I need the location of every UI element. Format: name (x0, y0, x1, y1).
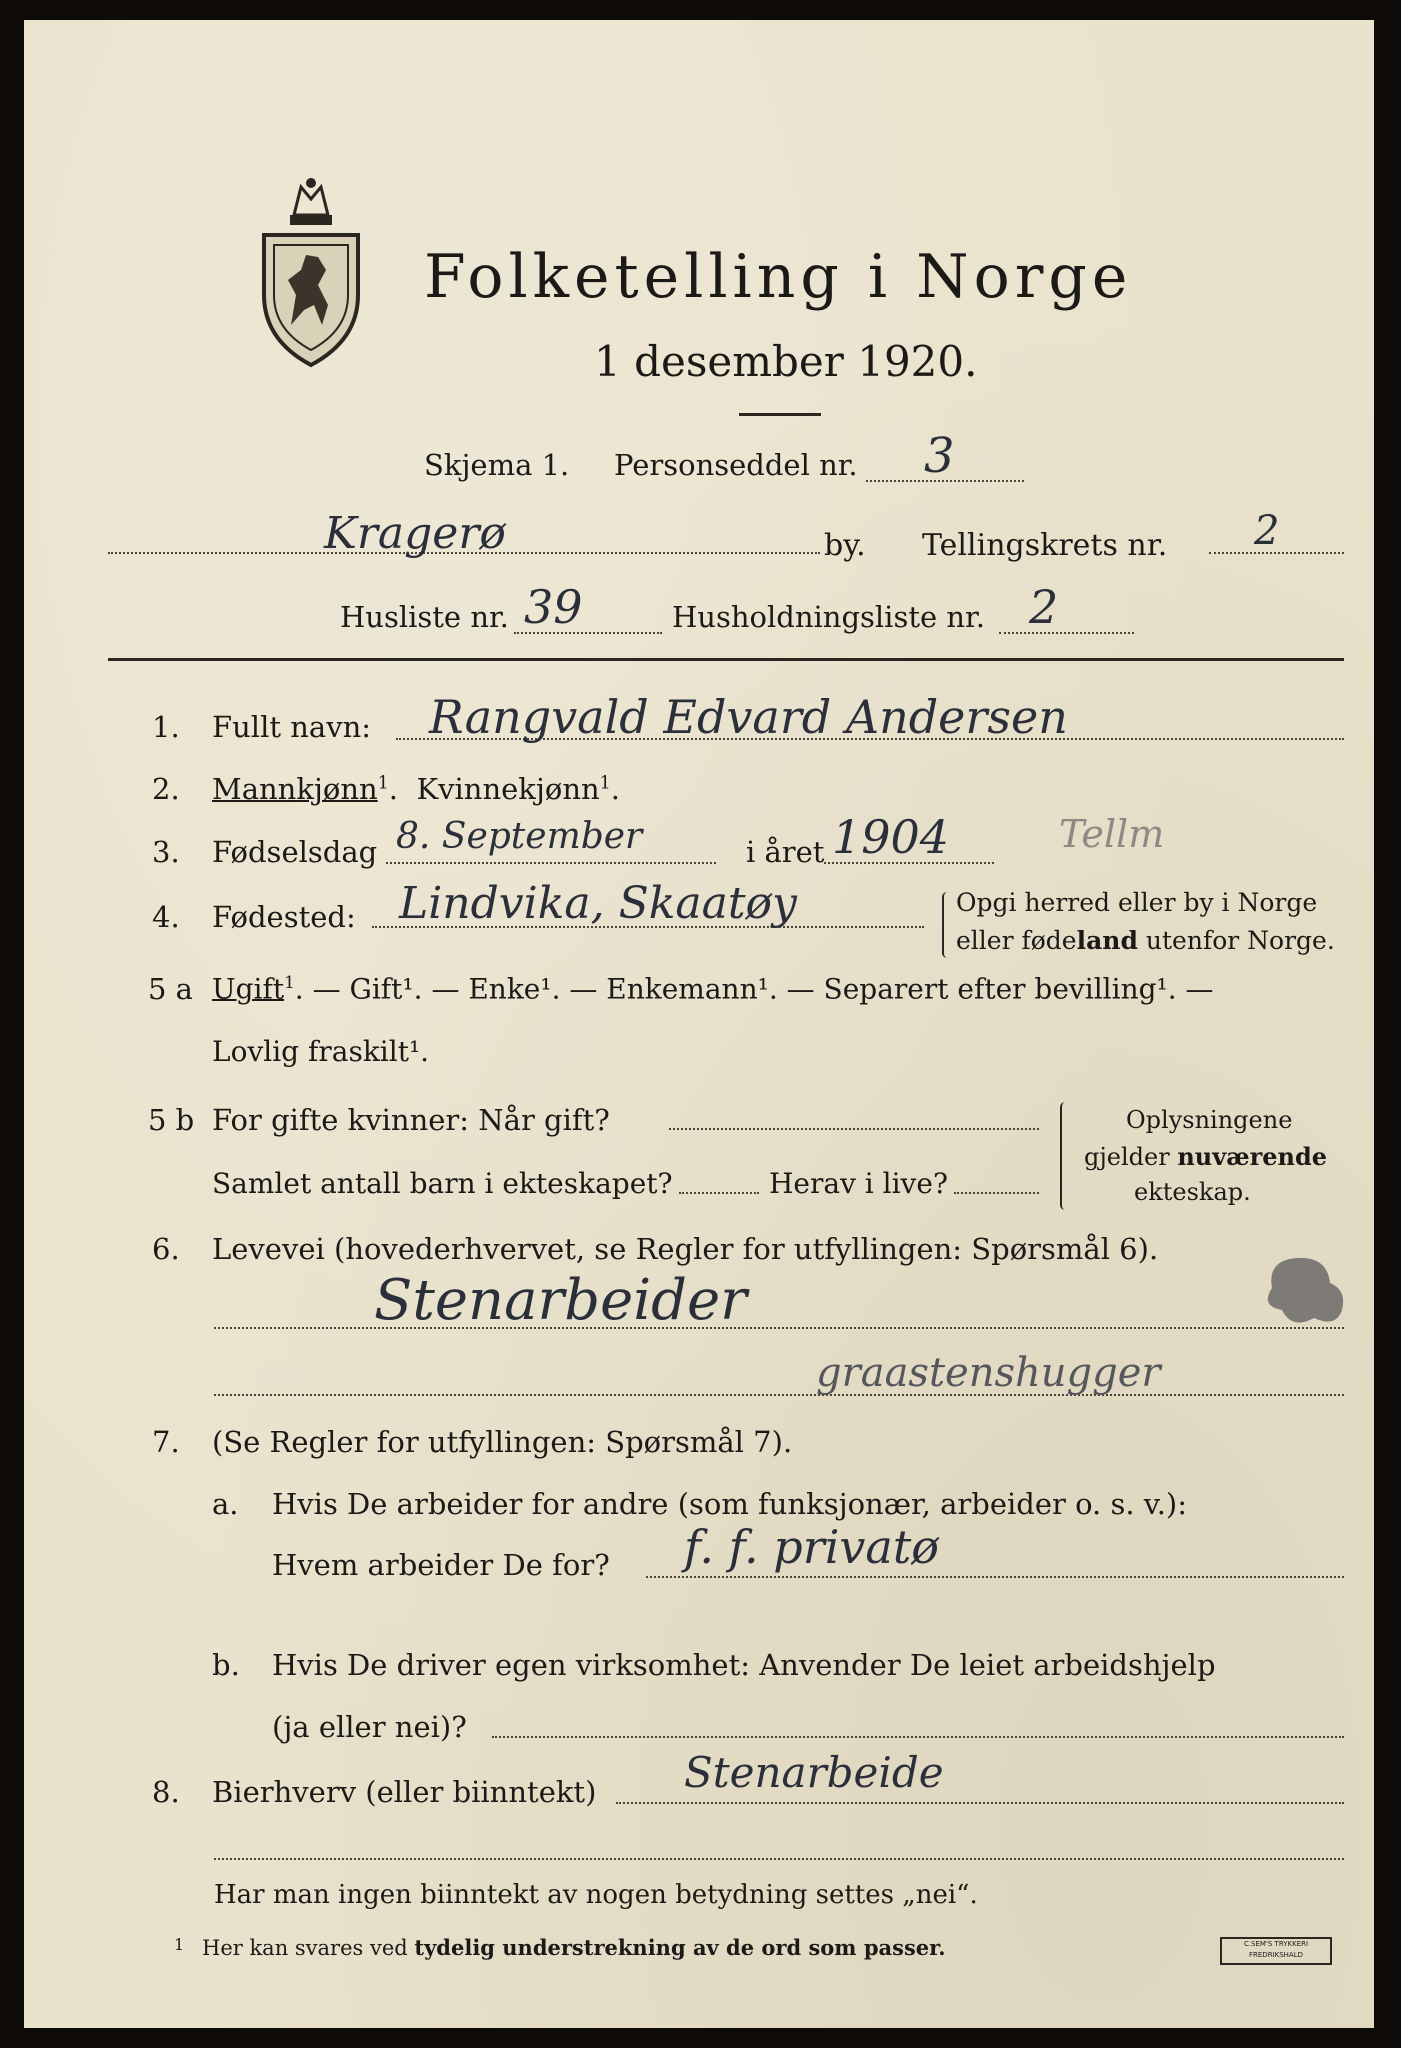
q7a-employer-label: Hvem arbeider De for? (272, 1548, 610, 1582)
husholdningsliste-field-line (999, 632, 1134, 634)
q7a-label: Hvis De arbeider for andre (som funksjonær, arbeider o. s. v.): (272, 1487, 1188, 1521)
q8-field-line (616, 1802, 1344, 1804)
q4-note-brace (942, 892, 952, 958)
q7a-employer-field-line (646, 1576, 1344, 1578)
printer-mark-line2: FREDRIKSHALD (1248, 1951, 1303, 1959)
tellingskrets-label: Tellingskrets nr. (922, 528, 1168, 563)
section-divider (108, 658, 1344, 661)
q7-label: (Se Regler for utfyllingen: Spørsmål 7). (212, 1425, 793, 1459)
husholdningsliste-label: Husholdningsliste nr. (672, 600, 985, 634)
q3-year-label: i året (746, 835, 825, 869)
q5a-number: 5 a (148, 972, 193, 1006)
husliste-value: 39 (524, 580, 583, 634)
q7b-hired-help-field-line (492, 1736, 1344, 1738)
q3-field-line (386, 862, 716, 864)
q1-value: Rangvald Edvard Andersen (429, 690, 1068, 744)
coat-of-arms-icon (256, 175, 366, 370)
census-form-page (24, 20, 1374, 2028)
footnote-text-plain: Her kan svares ved (202, 1936, 415, 1960)
q7a-employer-value: f. f. privatø (684, 1520, 939, 1574)
q2-number: 2. (152, 772, 180, 806)
q4-label: Fødested: (212, 900, 356, 934)
q3-number: 3. (152, 835, 180, 869)
q7-number: 7. (152, 1425, 180, 1459)
q5b-note-line1: Oplysningene (1126, 1106, 1293, 1134)
town-value: Kragerø (324, 508, 506, 559)
q7b-hired-help-label: (ja eller nei)? (272, 1710, 467, 1744)
footnote-text-bold: tydelig understrekning av de ord som passer. (414, 1935, 946, 1960)
footnote-mark: 1 (174, 1935, 185, 1954)
q5b-number: 5 b (148, 1103, 195, 1137)
q4-note-line2 (956, 926, 1335, 955)
ink-blot-icon (1252, 1248, 1352, 1338)
q5b-note-brace (1060, 1102, 1070, 1210)
printer-mark-line1: C.SEM'S TRYKKERI (1243, 1940, 1309, 1948)
header-divider (739, 413, 821, 416)
personseddel-value: 3 (924, 428, 955, 484)
q6-label: Levevei (hovederhvervet, se Regler for utfyllingen: Spørsmål 6). (212, 1232, 1159, 1266)
q3-year-value: 1904 (832, 810, 950, 864)
q8-value: Stenarbeide (684, 1748, 944, 1797)
q5a-other-options: . — Gift¹. — Enke¹. — Enkemann¹. — Separert efter bevilling¹. — (294, 972, 1214, 1006)
q4-value: Lindvika, Skaatøy (399, 878, 797, 929)
q8-label: Bierhverv (eller biinntekt) (212, 1775, 597, 1809)
biinntekt-note: Har man ingen biinntekt av nogen betydning settes „nei“. (214, 1880, 978, 1910)
tellingskrets-value: 2 (1254, 508, 1280, 554)
q4-note-part-bold: land (1076, 926, 1138, 955)
by-label: by. (824, 528, 866, 563)
q8-number: 8. (152, 1775, 180, 1809)
q6-value: Stenarbeider (374, 1268, 747, 1333)
q7b-label: Hvis De driver egen virksomhet: Anvender De leiet arbeidshjelp (272, 1648, 1216, 1682)
q4-note-part-c: utenfor Norge. (1137, 926, 1335, 955)
q2-options: Mannkjønn$^1$. Kvinnekjønn$^1$. (212, 772, 620, 806)
q6-value-2: graastenshugger (816, 1350, 1161, 1396)
q8-field-line-2 (214, 1858, 1344, 1860)
skjema-label: Skjema 1. (424, 448, 570, 482)
q5b-note-part-bold: nuværende (1177, 1142, 1328, 1171)
census-date: 1 desember 1920. (594, 337, 978, 386)
q5b-children-label: Samlet antall barn i ekteskapet? (212, 1167, 673, 1200)
q5b-married-field-line (669, 1128, 1039, 1130)
q7b-number: b. (212, 1648, 240, 1682)
q5b-children-field-line (679, 1192, 759, 1194)
q4-note-line1: Opgi herred eller by i Norge (956, 888, 1318, 917)
q5b-note-line3: ekteskap. (1134, 1178, 1251, 1206)
q5b-label: For gifte kvinner: Når gift? (212, 1103, 610, 1137)
q5b-alive-label: Herav i live? (769, 1167, 948, 1200)
personseddel-label: Personseddel nr. (614, 448, 858, 482)
q1-label: Fullt navn: (212, 710, 372, 744)
q5b-alive-field-line (954, 1192, 1039, 1194)
husholdningsliste-value: 2 (1029, 580, 1059, 634)
q1-number: 1. (152, 710, 180, 744)
husliste-label: Husliste nr. (340, 600, 509, 634)
q6-number: 6. (152, 1232, 180, 1266)
q3-label: Fødselsdag (212, 835, 378, 869)
q7a-number: a. (212, 1487, 239, 1521)
q5a-options: Ugift$^1$. — Gift¹. — Enke¹. — Enkemann¹. — Separert efter bevilling¹. — (212, 972, 1214, 1006)
q5a-line2: Lovlig fraskilt¹. (212, 1035, 430, 1068)
q2-option-male: Mannkjønn (212, 772, 378, 806)
q4-note-part-a: eller føde (956, 926, 1077, 955)
q4-number: 4. (152, 900, 180, 934)
q3-value: 8. September (396, 816, 643, 857)
form-title: Folketelling i Norge (424, 242, 1133, 312)
q3-extra-note: Tellm (1059, 812, 1165, 856)
q5a-option-ugift: Ugift (212, 972, 285, 1006)
q6-field-line-2 (214, 1394, 1344, 1396)
printer-mark (1220, 1937, 1332, 1965)
footnote-text (202, 1935, 946, 1960)
q5b-note-part-a: gjelder (1084, 1143, 1178, 1171)
q2-option-female: Kvinnekjønn (416, 772, 600, 806)
q5b-note-line2 (1084, 1142, 1327, 1171)
